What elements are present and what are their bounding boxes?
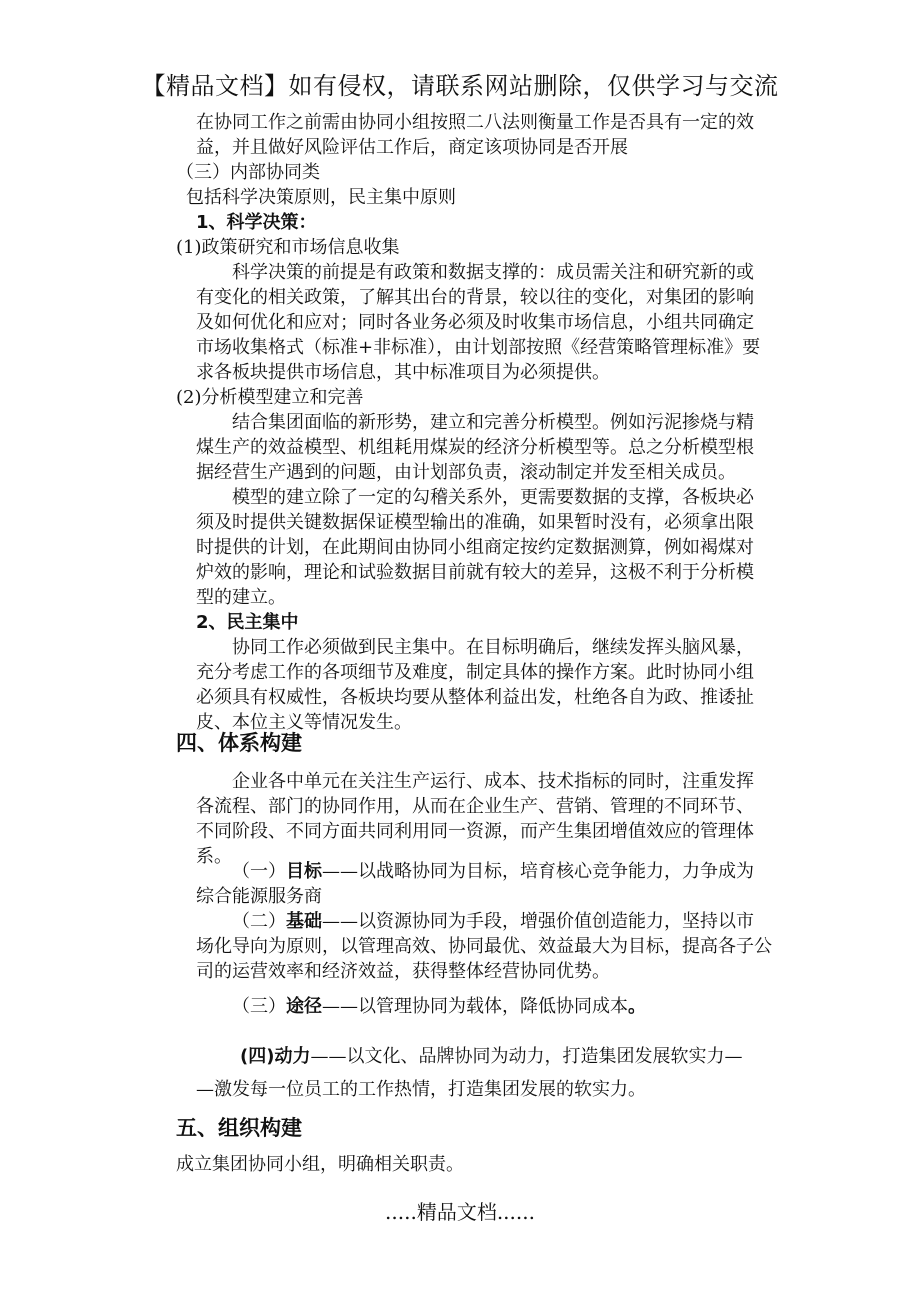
paragraph-line: 皮、本位主义等情况发生。 — [196, 712, 412, 733]
foundation-line — [232, 910, 754, 934]
goal-line — [232, 860, 754, 884]
paragraph-line: —激发每一位员工的工作热情，打造集团发展的软实力。 — [196, 1079, 646, 1100]
foundation-text: ——以资源协同为手段，增强价值创造能力，坚持以市 — [322, 911, 754, 932]
paragraph-line: 有变化的相关政策，了解其出台的背景，较以往的变化，对集团的影响 — [196, 287, 754, 308]
paragraph-line: 企业各中单元在关注生产运行、成本、技术指标的同时，注重发挥 — [232, 771, 754, 792]
approach-end: 。 — [628, 996, 646, 1017]
paragraph-line: 必须具有权威性，各板块均要从整体利益出发，杜绝各自为政、推诿扯 — [196, 687, 754, 708]
paragraph-line: 充分考虑工作的各项细节及难度，制定具体的操作方案。此时协同小组 — [196, 662, 754, 683]
foundation-prefix: （二） — [232, 911, 286, 932]
paragraph-line: 综合能源服务商 — [196, 886, 322, 907]
paragraph-line: 场化导向为原则，以管理高效、协同最优、效益最大为目标，提高各子公 — [196, 936, 772, 957]
goal-prefix: （一） — [232, 861, 286, 882]
paragraph-line: 在协同工作之前需由协同小组按照二八法则衡量工作是否具有一定的效 — [196, 112, 754, 133]
paragraph-line: 结合集团面临的新形势，建立和完善分析模型。例如污泥掺烧与精 — [232, 412, 754, 433]
paragraph-line: 及如何优化和应对；同时各业务必须及时收集市场信息，小组共同确定 — [196, 312, 754, 333]
paragraph-line: 炉效的影响，理论和试验数据目前就有较大的差异，这极不利于分析模 — [196, 562, 754, 583]
paragraph-line: 模型的建立除了一定的勾稽关系外，更需要数据的支撑，各板块必 — [232, 487, 754, 508]
paragraph-line: 包括科学决策原则，民主集中原则 — [186, 187, 456, 208]
paragraph-line: 科学决策的前提是有政策和数据支撑的：成员需关注和研究新的或 — [232, 262, 754, 283]
approach-prefix: （三） — [232, 996, 286, 1017]
paragraph-line: 市场收集格式（标准+非标准），由计划部按照《经营策略管理标准》要 — [196, 337, 761, 358]
paragraph-line: 不同阶段、不同方面共同利用同一资源，而产生集团增值效应的管理体 — [196, 821, 754, 842]
paragraph-line: 据经营生产遇到的问题，由计划部负责，滚动制定并发至相关成员。 — [196, 462, 736, 483]
driver-line — [240, 1045, 742, 1069]
paragraph-line: 型的建立。 — [196, 587, 286, 608]
watermark-footer: .....精品文档...... — [385, 1200, 535, 1224]
paragraph-line: 协同工作必须做到民主集中。在目标明确后，继续发挥头脑风暴， — [232, 637, 754, 658]
paragraph-line: 求各板块提供市场信息，其中标准项目为必须提供。 — [196, 362, 610, 383]
goal-keyword: 目标 — [286, 861, 322, 882]
paragraph-line: 时提供的计划，在此期间由协同小组商定按约定数据测算，例如褐煤对 — [196, 537, 754, 558]
item-subheading: (2)分析模型建立和完善 — [176, 387, 364, 408]
approach-line — [232, 995, 646, 1019]
subsection-heading: （三）内部协同类 — [176, 162, 320, 183]
item-heading: 1、科学决策： — [196, 212, 317, 233]
approach-keyword: 途径 — [286, 996, 322, 1017]
paragraph-line: 益，并且做好风险评估工作后，商定该项协同是否开展 — [196, 137, 628, 158]
paragraph-line: 系。 — [196, 846, 232, 867]
paragraph-line: 须及时提供关键数据保证模型输出的准确，如果暂时没有，必须拿出限 — [196, 512, 754, 533]
section-heading: 四、体系构建 — [176, 731, 302, 755]
watermark-header: 【精品文档】如有侵权，请联系网站删除，仅供学习与交流 — [141, 72, 779, 100]
driver-text: ——以文化、品牌协同为动力，打造集团发展软实力— — [310, 1046, 743, 1067]
item-heading: 2、民主集中 — [196, 612, 299, 633]
driver-prefix: (四) — [240, 1046, 275, 1067]
paragraph-line: 司的运营效率和经济效益，获得整体经营协同优势。 — [196, 961, 610, 982]
paragraph-line: 各流程、部门的协同作用，从而在企业生产、营销、管理的不同环节、 — [196, 796, 754, 817]
approach-text: ——以管理协同为载体，降低协同成本 — [322, 996, 628, 1017]
paragraph-line: 煤生产的效益模型、机组耗用煤炭的经济分析模型等。总之分析模型根 — [196, 437, 754, 458]
driver-keyword: 动力 — [274, 1046, 311, 1067]
paragraph-line: 成立集团协同小组，明确相关职责。 — [176, 1154, 464, 1175]
item-subheading: (1)政策研究和市场信息收集 — [176, 237, 400, 258]
goal-text: ——以战略协同为目标，培育核心竞争能力，力争成为 — [322, 861, 754, 882]
section-heading: 五、组织构建 — [176, 1116, 302, 1140]
foundation-keyword: 基础 — [286, 911, 322, 932]
